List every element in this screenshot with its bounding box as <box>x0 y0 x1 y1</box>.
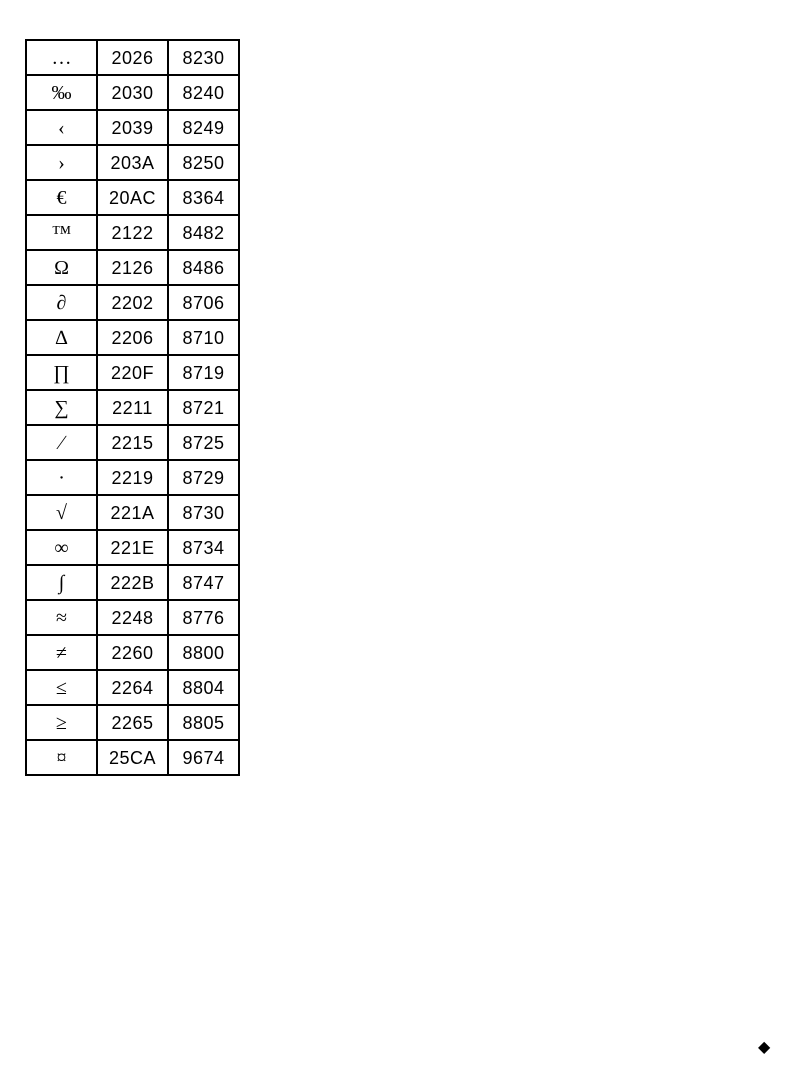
hex-code-cell: 220F <box>97 355 168 390</box>
symbol-cell-less-than-or-equal-to: ≤ <box>26 670 97 705</box>
hex-code-cell: 2122 <box>97 215 168 250</box>
table-row <box>26 75 239 110</box>
symbol-cell-increment: ∆ <box>26 320 97 355</box>
symbol-cell-horizontal-ellipsis: … <box>26 40 97 75</box>
hex-code-cell: 2039 <box>97 110 168 145</box>
table-row <box>26 355 239 390</box>
decimal-code-cell: 8729 <box>168 460 239 495</box>
hex-code-cell: 221E <box>97 530 168 565</box>
table-row <box>26 390 239 425</box>
table-row <box>26 250 239 285</box>
symbol-cell-n-ary-product: ∏ <box>26 355 97 390</box>
symbol-cell-trade-mark-sign: ™ <box>26 215 97 250</box>
hex-code-cell: 2202 <box>97 285 168 320</box>
symbol-cell-single-left-angle-quotation: ‹ <box>26 110 97 145</box>
hex-code-cell: 20AC <box>97 180 168 215</box>
table-row <box>26 670 239 705</box>
table-row <box>26 145 239 180</box>
decimal-code-cell: 8719 <box>168 355 239 390</box>
hex-code-cell: 2265 <box>97 705 168 740</box>
hex-code-cell: 2026 <box>97 40 168 75</box>
decimal-code-cell: 8240 <box>168 75 239 110</box>
table-row <box>26 215 239 250</box>
hex-code-cell: 203A <box>97 145 168 180</box>
decimal-code-cell: 9674 <box>168 740 239 775</box>
table-row <box>26 460 239 495</box>
decimal-code-cell: 8800 <box>168 635 239 670</box>
decimal-code-cell: 8776 <box>168 600 239 635</box>
decimal-code-cell: 8706 <box>168 285 239 320</box>
table-row <box>26 565 239 600</box>
hex-code-cell: 2211 <box>97 390 168 425</box>
symbol-cell-n-ary-summation: ∑ <box>26 390 97 425</box>
table-row <box>26 285 239 320</box>
table-row <box>26 425 239 460</box>
hex-code-cell: 2219 <box>97 460 168 495</box>
table-row <box>26 180 239 215</box>
char-table-body <box>26 40 239 775</box>
character-code-table <box>25 39 240 776</box>
table-row <box>26 740 239 775</box>
decimal-code-cell: 8734 <box>168 530 239 565</box>
decimal-code-cell: 8721 <box>168 390 239 425</box>
symbol-cell-square-root: √ <box>26 495 97 530</box>
table-row <box>26 705 239 740</box>
symbol-cell-not-equal-to: ≠ <box>26 635 97 670</box>
decimal-code-cell: 8230 <box>168 40 239 75</box>
symbol-cell-single-right-angle-quotation: › <box>26 145 97 180</box>
hex-code-cell: 222B <box>97 565 168 600</box>
hex-code-cell: 221A <box>97 495 168 530</box>
table-row <box>26 600 239 635</box>
decimal-code-cell: 8482 <box>168 215 239 250</box>
hex-code-cell: 2030 <box>97 75 168 110</box>
decimal-code-cell: 8725 <box>168 425 239 460</box>
decimal-code-cell: 8250 <box>168 145 239 180</box>
decimal-code-cell: 8249 <box>168 110 239 145</box>
hex-code-cell: 2264 <box>97 670 168 705</box>
decimal-code-cell: 8805 <box>168 705 239 740</box>
hex-code-cell: 2206 <box>97 320 168 355</box>
decimal-code-cell: 8747 <box>168 565 239 600</box>
hex-code-cell: 2126 <box>97 250 168 285</box>
symbol-cell-lozenge-fallback-glyph: ¤ <box>26 740 97 775</box>
symbol-cell-greater-than-or-equal-to: ≥ <box>26 705 97 740</box>
hex-code-cell: 2260 <box>97 635 168 670</box>
hex-code-cell: 25CA <box>97 740 168 775</box>
symbol-cell-division-slash: ∕ <box>26 425 97 460</box>
symbol-cell-euro-sign: € <box>26 180 97 215</box>
table-row <box>26 495 239 530</box>
hex-code-cell: 2215 <box>97 425 168 460</box>
table-row <box>26 530 239 565</box>
table-row <box>26 320 239 355</box>
table-row <box>26 110 239 145</box>
table-row <box>26 40 239 75</box>
decimal-code-cell: 8804 <box>168 670 239 705</box>
hex-code-cell: 2248 <box>97 600 168 635</box>
symbol-cell-partial-differential: ∂ <box>26 285 97 320</box>
symbol-cell-infinity: ∞ <box>26 530 97 565</box>
symbol-cell-ohm-sign: Ω <box>26 250 97 285</box>
decimal-code-cell: 8710 <box>168 320 239 355</box>
decimal-code-cell: 8486 <box>168 250 239 285</box>
decimal-code-cell: 8730 <box>168 495 239 530</box>
symbol-cell-integral: ∫ <box>26 565 97 600</box>
symbol-cell-bullet-operator: ∙ <box>26 460 97 495</box>
decimal-code-cell: 8364 <box>168 180 239 215</box>
table-row <box>26 635 239 670</box>
black-diamond-icon: ◆ <box>758 1037 771 1056</box>
symbol-cell-per-mille-sign: ‰ <box>26 75 97 110</box>
symbol-cell-almost-equal-to: ≈ <box>26 600 97 635</box>
